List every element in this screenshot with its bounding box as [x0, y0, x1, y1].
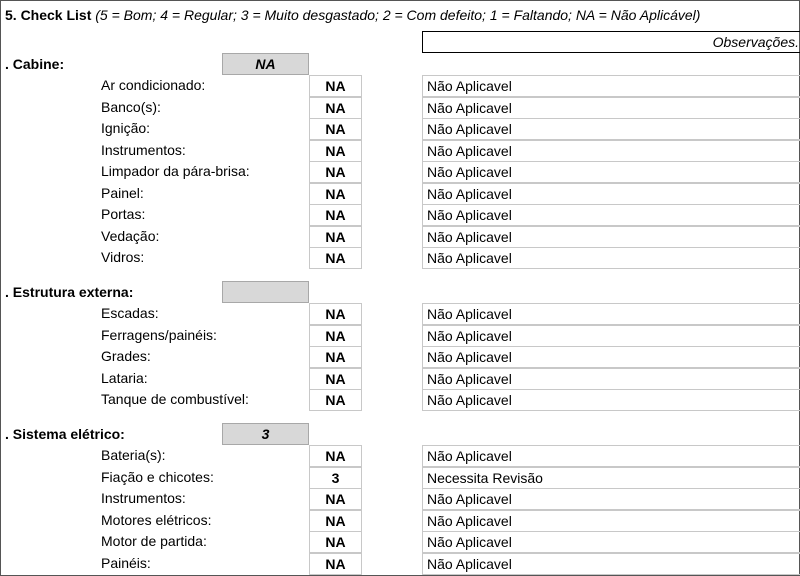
table-row	[1, 553, 800, 574]
table-row	[1, 97, 800, 118]
table-row	[1, 118, 800, 139]
row-observation: Não Aplicavel	[422, 389, 800, 411]
row-label: Tanque de combustível:	[101, 391, 249, 407]
row-value: NA	[309, 445, 362, 467]
row-observation: Não Aplicavel	[422, 510, 800, 532]
row-label: Vidros:	[101, 249, 145, 265]
row-value: NA	[309, 118, 362, 140]
row-label: Lataria:	[101, 369, 148, 386]
row-value: NA	[309, 97, 362, 119]
table-row	[1, 75, 800, 96]
row-label: Bateria(s):	[101, 447, 166, 463]
row-label: Portas:	[101, 206, 146, 222]
table-row	[1, 531, 800, 552]
section-title: . Estrutura externa:	[5, 284, 134, 300]
row-value: NA	[309, 226, 362, 248]
table-row	[1, 368, 800, 389]
observations-label: Observações.	[712, 34, 799, 50]
row-observation: Não Aplicavel	[422, 553, 800, 575]
row-observation: Não Aplicavel	[422, 183, 800, 205]
row-value: NA	[309, 303, 362, 325]
table-row	[1, 445, 800, 466]
row-observation: Não Aplicavel	[422, 140, 800, 162]
row-value: NA	[309, 389, 362, 411]
row-value: NA	[309, 247, 362, 269]
table-row	[1, 389, 800, 410]
row-label: Limpador da pára-brisa:	[101, 163, 250, 179]
row-observation: Não Aplicavel	[422, 247, 800, 269]
row-observation: Não Aplicavel	[422, 97, 800, 119]
row-label: Motor de partida:	[101, 533, 207, 549]
table-row	[1, 161, 800, 182]
row-label: Motores elétricos:	[101, 511, 212, 528]
section-title: . Cabine:	[5, 56, 65, 72]
row-label: Banco(s):	[101, 98, 161, 115]
row-observation: Necessita Revisão	[422, 467, 800, 489]
row-label: Painéis:	[101, 554, 151, 571]
row-label: Instrumentos:	[101, 141, 186, 158]
row-value: NA	[309, 510, 362, 532]
row-label: Vedação:	[101, 227, 160, 244]
row-label: Fiação e chicotes:	[101, 468, 214, 485]
row-value: NA	[309, 346, 362, 368]
row-observation: Não Aplicavel	[422, 204, 800, 226]
table-row	[1, 183, 800, 204]
table-row	[1, 488, 800, 509]
row-value: NA	[309, 204, 362, 226]
row-observation: Não Aplicavel	[422, 368, 800, 390]
checklist-heading	[5, 7, 700, 23]
table-row	[1, 140, 800, 161]
row-value: NA	[309, 488, 362, 510]
observations-header	[422, 31, 800, 53]
row-observation: Não Aplicavel	[422, 118, 800, 140]
row-label: Ferragens/painéis:	[101, 326, 217, 343]
table-row	[1, 510, 800, 531]
row-value: NA	[309, 531, 362, 553]
row-label: Escadas:	[101, 305, 159, 321]
row-value: NA	[309, 368, 362, 390]
checklist-title: 5. Check List	[5, 7, 92, 23]
row-label: Ignição:	[101, 120, 151, 136]
row-label: Painel:	[101, 184, 144, 201]
table-row	[1, 303, 800, 324]
row-observation: Não Aplicavel	[422, 346, 800, 368]
table-row	[1, 346, 800, 367]
row-value: NA	[309, 183, 362, 205]
section-score	[222, 281, 309, 303]
row-value: NA	[309, 140, 362, 162]
row-observation: Não Aplicavel	[422, 226, 800, 248]
row-value: NA	[309, 161, 362, 183]
table-row	[1, 467, 800, 488]
table-row	[1, 247, 800, 268]
checklist-legend: (5 = Bom; 4 = Regular; 3 = Muito desgastado; 2 = Com defeito; 1 = Faltando; NA = Não Aplicável)	[95, 7, 701, 23]
row-observation: Não Aplicavel	[422, 325, 800, 347]
row-observation: Não Aplicavel	[422, 531, 800, 553]
row-observation: Não Aplicavel	[422, 488, 800, 510]
row-value: NA	[309, 553, 362, 575]
section-score: NA	[222, 53, 309, 75]
row-label: Instrumentos:	[101, 490, 186, 506]
section-title: . Sistema elétrico:	[5, 426, 125, 442]
row-label: Ar condicionado:	[101, 77, 206, 93]
row-value: NA	[309, 75, 362, 97]
row-observation: Não Aplicavel	[422, 445, 800, 467]
row-observation: Não Aplicavel	[422, 303, 800, 325]
row-label: Grades:	[101, 348, 151, 364]
row-observation: Não Aplicavel	[422, 75, 800, 97]
row-observation: Não Aplicavel	[422, 161, 800, 183]
row-value: 3	[309, 467, 362, 489]
table-row	[1, 204, 800, 225]
section-score: 3	[222, 423, 309, 445]
row-value: NA	[309, 325, 362, 347]
table-row	[1, 325, 800, 346]
table-row	[1, 226, 800, 247]
